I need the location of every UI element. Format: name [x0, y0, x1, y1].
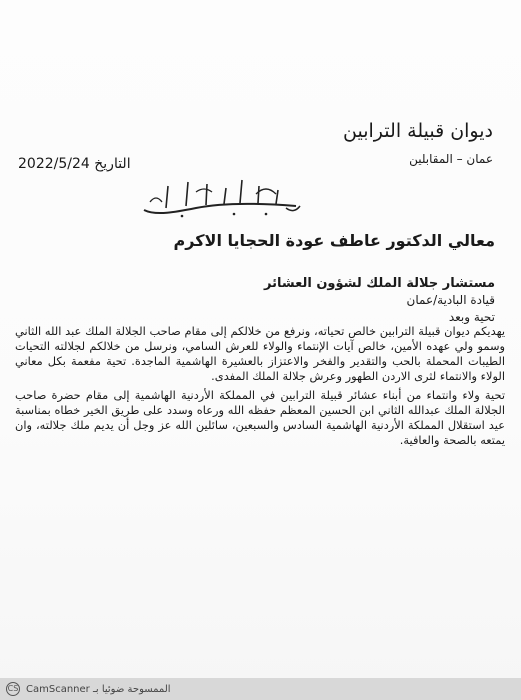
camscanner-logo-icon: CS — [6, 682, 20, 696]
letter-header-title: ديوان قبيلة الترابين — [343, 120, 493, 142]
basmala-calligraphy — [136, 172, 306, 224]
scanner-footer — [0, 678, 521, 700]
addressee-position: مستشار جلالة الملك لشؤون العشائر — [264, 276, 495, 291]
addressee-line: معالي الدكتور عاطف عودة الحجايا الاكرم — [173, 231, 495, 250]
body-paragraph-2: تحية ولاء وانتماء من أبناء عشائر قبيلة الترابين في المملكة الأردنية الهاشمية إلى مقام حضرة صاحب الجلالة الملك عبدالله الثاني ابن الحسين المعظم حفظه الله ورعاه وسدد على طريق الخير خطاه بمناسبة عيد استقلال المملكة الأردنية الهاشمية السادس والسبعين، سائلين الله عز وجل أن يديم ملك جلالته، وان يمتعه بالصحة والعافية. — [15, 388, 505, 447]
addressee-department: قيادة البادية/عمان — [406, 293, 495, 307]
body-paragraph-1: يهديكم ديوان قبيلة الترابين خالص تحياته، ونرفع من خلالكم إلى مقام صاحب الجلالة الملك عبد الله الثاني وسمو ولي عهده الأمين، خالص آيات الإنتماء والولاء للعرش السامي، ونرسل من خلالكم لجلالته التحيات الطيبات المحملة بالحب والتقدير والفخر والاعتزاز بالعشيرة الهاشمية الماجدة. تحية مفعمة بكل معاني الولاء والانتماء لثرى الاردن الطهور وعرش جلالة الملك المفدى. — [15, 324, 505, 383]
letter-date: التاريخ 2022/5/24 — [18, 156, 131, 172]
scanner-label: الممسوحة ضوئيا بـ CamScanner — [26, 683, 171, 695]
letter-location: عمان – المقابلين — [409, 152, 493, 166]
greeting-line: تحية وبعد — [448, 310, 495, 324]
